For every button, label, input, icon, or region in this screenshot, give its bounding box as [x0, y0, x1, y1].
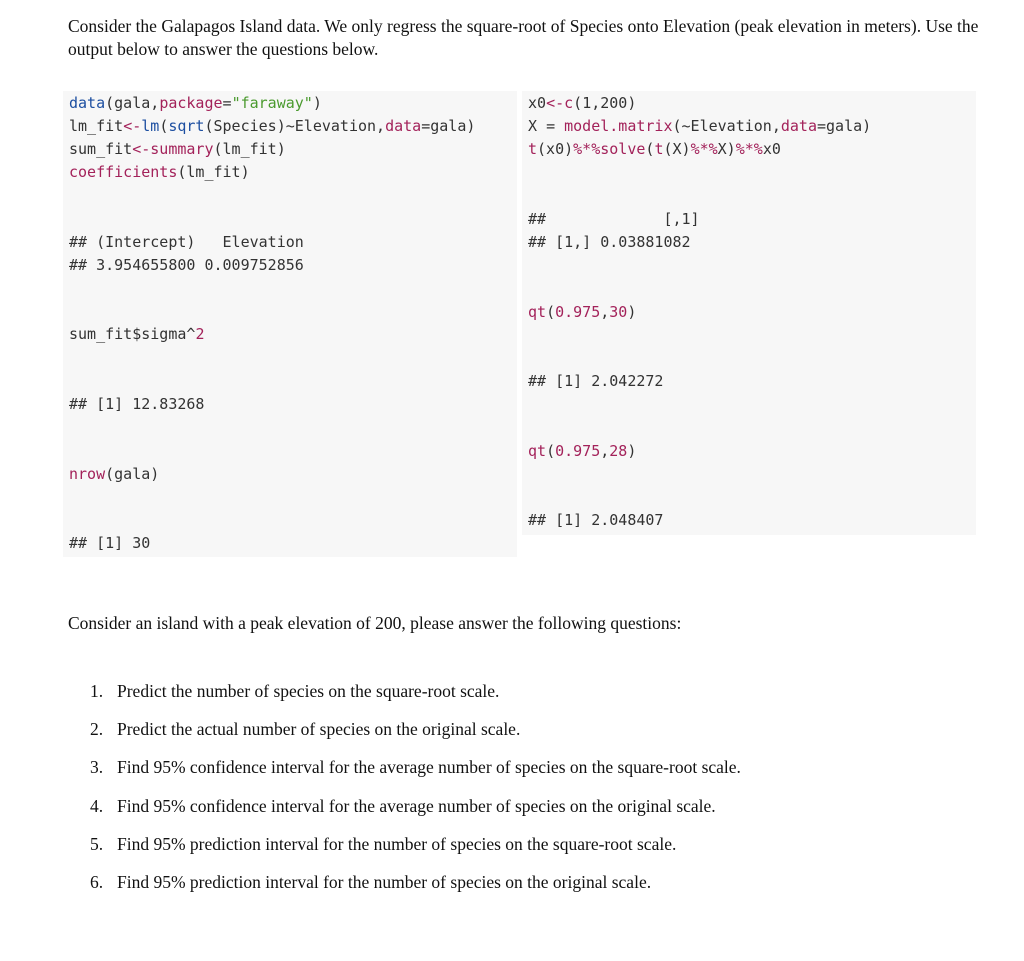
right-output-2: ## [1] 2.042272 — [528, 372, 664, 390]
code-token: 200 — [600, 94, 628, 112]
code-token: ( — [546, 442, 556, 460]
left-code-block-3 — [69, 463, 159, 486]
question-text: Find 95% confidence interval for the average number of species on the square-root scale. — [117, 757, 741, 778]
code-token: %*% — [573, 140, 601, 158]
code-token: ( — [645, 140, 655, 158]
code-token: 2 — [195, 325, 205, 343]
output-line: ## [,1] — [528, 210, 700, 228]
code-token: 0.975 — [555, 442, 601, 460]
code-token: package — [159, 94, 223, 112]
code-token: solve — [600, 140, 646, 158]
right-code-block-3 — [528, 440, 636, 463]
code-token: 28 — [609, 442, 628, 460]
code-token: , — [591, 94, 601, 112]
question-text: Find 95% prediction interval for the number of species on the square-root scale. — [117, 833, 677, 854]
code-token: (gala) — [105, 465, 160, 483]
question-text: Find 95% confidence interval for the average number of species on the original scale. — [117, 795, 716, 816]
left-code-block-1 — [69, 92, 475, 184]
code-token: %*% — [690, 140, 718, 158]
code-token: = — [546, 117, 556, 135]
list-item — [90, 716, 741, 754]
code-token: = — [222, 94, 232, 112]
question-number: 3. — [90, 757, 104, 778]
intro-paragraph: Consider the Galapagos Island data. We only regress the square-root of Species onto Elevation (peak elevation in meters). Use the output below to answer the questions below. — [68, 16, 979, 59]
question-list — [90, 678, 741, 907]
question-number: 6. — [90, 871, 104, 892]
code-token: $sigma^ — [132, 325, 196, 343]
code-token: x0 — [528, 94, 547, 112]
code-token: ) — [312, 94, 322, 112]
code-token: <- — [123, 117, 142, 135]
code-token: data — [385, 117, 422, 135]
code-token: =gala) — [421, 117, 476, 135]
question-text: Predict the actual number of species on the original scale. — [117, 719, 521, 740]
code-token: nrow — [69, 465, 106, 483]
code-token: 0.975 — [555, 303, 601, 321]
code-token: data — [69, 94, 106, 112]
code-token: <- — [132, 140, 151, 158]
code-token: , — [600, 442, 610, 460]
code-token: (lm_fit) — [177, 163, 250, 181]
code-token: (X) — [663, 140, 691, 158]
code-token: qt — [528, 303, 547, 321]
code-token: (Species)~Elevation, — [204, 117, 386, 135]
code-token: summary — [150, 140, 214, 158]
code-token: ( — [573, 94, 583, 112]
list-item — [90, 869, 741, 907]
code-token: 30 — [609, 303, 628, 321]
code-token: =gala) — [817, 117, 872, 135]
code-token: x0 — [762, 140, 781, 158]
left-output-1 — [69, 231, 304, 277]
code-token: <- — [546, 94, 565, 112]
code-token: coefficients — [69, 163, 178, 181]
code-token: lm_fit — [69, 117, 124, 135]
code-token: c — [564, 94, 574, 112]
code-token: X) — [717, 140, 736, 158]
output-line: ## [1,] 0.03881082 — [528, 233, 691, 251]
code-token: (lm_fit) — [213, 140, 286, 158]
right-code-block-1 — [528, 92, 871, 161]
right-code-block-2 — [528, 301, 636, 324]
code-token: X — [528, 117, 547, 135]
code-token: ( — [159, 117, 169, 135]
code-token: model.matrix — [555, 117, 673, 135]
code-token: sum_fit — [69, 325, 133, 343]
code-token: t — [654, 140, 664, 158]
code-token: , — [600, 303, 610, 321]
code-token: "faraway" — [231, 94, 313, 112]
left-code-panel — [63, 91, 517, 557]
right-output-1 — [528, 208, 700, 254]
right-output-3: ## [1] 2.048407 — [528, 511, 664, 529]
left-output-2: ## [1] 12.83268 — [69, 395, 205, 413]
question-number: 2. — [90, 719, 104, 740]
code-token: (gala, — [105, 94, 160, 112]
question-number: 4. — [90, 795, 104, 816]
left-output-3: ## [1] 30 — [69, 534, 151, 552]
code-token: ) — [627, 303, 637, 321]
code-token: %*% — [735, 140, 763, 158]
question-intro: Consider an island with a peak elevation of 200, please answer the following questions: — [68, 613, 682, 633]
code-token: ( — [546, 303, 556, 321]
output-line: ## 3.954655800 0.009752856 — [69, 256, 304, 274]
right-code-panel — [522, 91, 976, 535]
list-item — [90, 678, 741, 716]
code-token: ) — [627, 442, 637, 460]
list-item — [90, 793, 741, 831]
question-number: 5. — [90, 833, 104, 854]
code-token: ) — [627, 94, 637, 112]
question-number: 1. — [90, 681, 104, 701]
left-code-block-2 — [69, 323, 204, 346]
code-token: sqrt — [168, 117, 205, 135]
code-token: (~Elevation, — [672, 117, 781, 135]
question-text: Find 95% prediction interval for the number of species on the original scale. — [117, 871, 652, 892]
code-token: data — [780, 117, 817, 135]
list-item — [90, 831, 741, 869]
code-token: sum_fit — [69, 140, 133, 158]
code-token: t — [528, 140, 538, 158]
list-item — [90, 754, 741, 792]
question-text: Predict the number of species on the square-root scale. — [117, 681, 500, 701]
output-line: ## (Intercept) Elevation — [69, 233, 304, 251]
code-token: 1 — [582, 94, 592, 112]
code-token: (x0) — [537, 140, 574, 158]
code-token: qt — [528, 442, 547, 460]
code-token: lm — [141, 117, 160, 135]
